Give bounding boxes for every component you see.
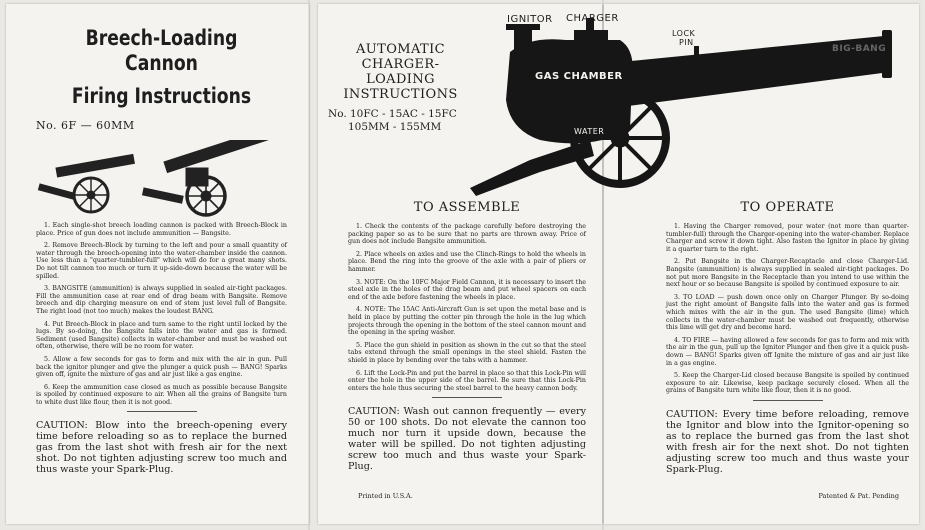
middle-models-line1: No. 10FC - 15AC - 15FC <box>328 108 457 120</box>
assemble-paragraph-1: 1. Check the contents of the package carefully before destroying the packing paper so as to be sure that no parts are thrown away. Price of gun does not include Bangsite ammunition. <box>348 223 586 246</box>
small-cannon-drawing <box>38 154 134 212</box>
middle-title-line3: INSTRUCTIONS <box>343 87 458 102</box>
patent-notice: Patented & Pat. Pending <box>818 492 899 500</box>
left-paragraph-2: 2. Remove Breech-Block by turning to the left and pour a small quantity of water through the breech-opening into the water-chamber inside the cannon. Use less than a "quarter-tumbler-full" which will do for a great many shots. Do not tilt cannon too much or turn it up-side-down because the water will be spilled. <box>36 242 287 280</box>
left-paragraph-4: 4. Put Breech-Block in place and turn same to the right until locked by the lugs. By so-doing, the Bangsite falls into the water and gas is formed. Sediment (used Bangsite) collects in water-chamber and must be washed out often, otherwise, there will be no room for water. <box>36 320 287 351</box>
water-label: WATER <box>574 127 605 136</box>
assemble-paragraph-2: 2. Place wheels on axles and use the Clinch-Rings to hold the wheels in place. Bend the ring into the groove of the axle with a pair of pliers or hammer. <box>348 250 586 273</box>
charger-label: CHARGER <box>566 13 619 24</box>
big-bang-fragment: BIG-BANG <box>832 44 887 54</box>
middle-heading-block <box>328 42 473 133</box>
operate-section <box>666 200 909 475</box>
left-title-line1: Breech-Loading Cannon <box>85 26 238 75</box>
ignitor-label: IGNITOR <box>507 14 553 25</box>
lock-pin-drawing <box>694 46 699 62</box>
assemble-section <box>348 200 586 472</box>
left-caution: CAUTION: Blow into the breech-opening every time before reloading so as to replace the burned gas from the last shot with fresh air for the next shot. Do not tighten adjusting screw too much and thus waste your Spark-Plug. <box>36 420 287 476</box>
left-model-number: No. 6F — 60MM <box>36 119 135 132</box>
field-cannon-drawing <box>143 140 272 215</box>
left-divider <box>127 411 197 412</box>
operate-paragraph-2: 2. Put Bangsite in the Charger-Recaptacle and close Charger-Lid. Bangsite (ammunition) is always supplied in sealed air-tight packages. Do not put more Bangsite in the Receptacle than you intend to use within the next hour or so because Bangsite is spoiled by continued exposure to air. <box>666 258 909 289</box>
left-paragraph-1: 1. Each single-shot breech loading cannon is packed with Breech-Block in place. Price of gun does not include ammunition — Bangsite. <box>36 222 287 237</box>
operate-paragraph-1: 1. Having the Charger removed, pour water (not more than quarter-tumbler-full) through the Charger-opening into the water-chamber. Replace Charger and screw it down tight. Also fasten the Ignitor in place by giving it a quarter turn to the right. <box>666 223 909 253</box>
assemble-paragraph-4: 4. NOTE: The 15AC Anti-Aircraft Gun is set upon the metal base and is held in place by putting the cotter pin through the hole in the lug which projects through the opening in the bottom of the steel cannon mount and the opening in the spring washer. <box>348 306 586 337</box>
middle-title-line1: AUTOMATIC <box>355 42 445 57</box>
left-title-line2: Firing Instructions <box>71 84 252 108</box>
operate-paragraph-5: 5. Keep the Charger-Lid closed because Bangsite is spoiled by continued exposure to air. Likewise, keep package securely closed. When all the grains of Bangsite turn white like flour, then it is no good. <box>666 372 909 395</box>
middle-models-line2: 105MM - 155MM <box>348 121 442 133</box>
assemble-paragraph-3: 3. NOTE: On the 10FC Major Field Cannon, it is necessary to insert the steel axle in the holes of the drag beam and put wheel spacers on each end of the axle before fastening the wheels in place. <box>348 278 586 301</box>
right-caution: CAUTION: Every time before reloading, remove the Ignitor and blow into the Ignitor-opening so as to replace the burned gas from the last shot with fresh air for the next shot. Do not tighten adjusting screw too much and thus waste your Spark-Plug. <box>666 408 909 475</box>
operate-paragraph-3: 3. TO LOAD — push down once only on Charger Plunger. By so-doing just the right amount of Bangsite falls into the water and gas is formed which mixes with the air in the gun. The used Bangsite (lime) which collects in the water-chamber must be washed out frequently, otherwise this lime will get dry and become hard. <box>666 293 909 332</box>
assemble-paragraph-6: 6. Lift the Lock-Pin and put the barrel in place so that this Lock-Pin will enter the hole in the upper side of the barrel. Be sure that this Lock-Pin enters the hole thus securing the steel barrel to the heavy cannon body. <box>348 369 586 392</box>
middle-divider <box>432 397 502 398</box>
left-paragraph-6: 6. Keep the ammunition case closed as much as possible because Bangsite is spoiled by continued exposure to air. When all the grains of Bangsite turn to white dust like flour, then it is not good. <box>36 383 287 406</box>
middle-title-line2: CHARGER-LOADING <box>361 57 440 87</box>
assemble-paragraph-5: 5. Place the gun shield in position as shown in the cut so that the steel tabs extend through the small openings in the steel shield. Fasten the shield in place by bending over the tabs with a hammer. <box>348 341 586 364</box>
breech-cannon-illustration <box>36 140 286 218</box>
fold-line-left <box>308 0 310 530</box>
left-paragraph-5: 5. Allow a few seconds for gas to form and mix with the air in gun. Pull back the ignitor plunger and give the plunger a quick push — BANG! Sparks given off, ignite the mixture of gas and air just like a gas engine. <box>36 355 287 379</box>
printed-in-usa: Printed in U.S.A. <box>358 492 413 500</box>
operate-heading: TO OPERATE <box>740 200 835 215</box>
lock-pin-label-line2: PIN <box>679 38 694 47</box>
gas-chamber-label: GAS CHAMBER <box>535 71 623 82</box>
charger-drawing <box>574 30 608 44</box>
ignitor-drawing <box>514 28 532 54</box>
cannon-wheel <box>574 92 666 184</box>
assemble-heading: TO ASSEMBLE <box>413 200 521 215</box>
operate-paragraph-4: 4. TO FIRE — having allowed a few seconds for gas to form and mix with the air in the gun, pull up the Ignitor Plunger and then give it a quick push-down — BANG! Sparks given off Ignite the mixture of gas and air just like in a gas engine. <box>666 336 909 367</box>
left-instruction-panel <box>6 4 309 524</box>
lock-pin-label-line1: LOCK <box>672 29 696 38</box>
middle-caution: CAUTION: Wash out cannon frequently — every 50 or 100 shots. Do not elevate the cannon too much nor turn it upside down, because the water will be spilled. Do not tighten adjusting screw too much and thus waste your Spark-Plug. <box>348 406 586 473</box>
left-paragraph-3: 3. BANGSITE (ammunition) is always supplied in sealed air-tight packages. Fill the ammunition case at rear end of drag beam with Bangsite. Remove breech and dip charging measure on end of stem just level full of Bangsite. The right load (not too much) makes the loudest BANG. <box>36 285 287 315</box>
right-divider <box>753 400 823 401</box>
